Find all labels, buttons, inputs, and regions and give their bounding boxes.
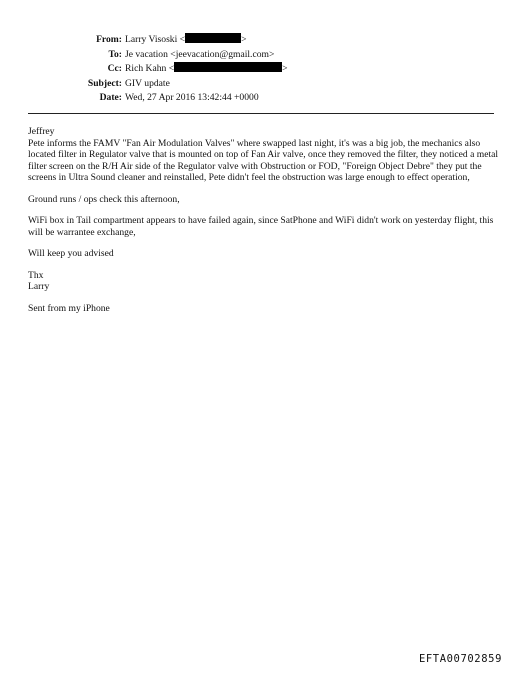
subject-value: GIV update bbox=[125, 77, 170, 89]
date-label: Date: bbox=[99, 92, 122, 103]
from-label: From: bbox=[96, 34, 122, 45]
date-row bbox=[0, 91, 512, 106]
cc-value bbox=[125, 62, 288, 77]
date-value: Wed, 27 Apr 2016 13:42:44 +0000 bbox=[125, 92, 259, 103]
signoff-thanks: Thx bbox=[28, 269, 44, 281]
body-paragraph-2: Ground runs / ops check this afternoon, bbox=[28, 193, 180, 205]
subject-row bbox=[0, 77, 512, 92]
redaction-bar bbox=[185, 33, 241, 43]
sent-from-line: Sent from my iPhone bbox=[28, 302, 110, 314]
to-row bbox=[0, 48, 512, 63]
email-header bbox=[0, 33, 512, 106]
cc-row bbox=[0, 62, 512, 77]
body-paragraph-4: Will keep you advised bbox=[28, 248, 114, 259]
email-body bbox=[28, 126, 500, 324]
subject-label: Subject: bbox=[87, 77, 122, 89]
from-row bbox=[0, 33, 512, 48]
document-id-stamp: EFTA00702859 bbox=[418, 653, 502, 665]
from-suffix: > bbox=[241, 34, 247, 45]
greeting: Jeffrey bbox=[28, 126, 55, 137]
cc-name: Rich Kahn < bbox=[125, 63, 175, 74]
from-name: Larry Visoski < bbox=[125, 34, 186, 45]
to-label: To: bbox=[108, 48, 122, 60]
body-paragraph-3: WiFi box in Tail compartment appears to have failed again, since SatPhone and WiFi didn't work on yesterday flight, this will be warrantee exchange, bbox=[28, 215, 494, 238]
to-value: Je vacation <jeevacation@gmail.com> bbox=[125, 48, 275, 60]
cc-label: Cc: bbox=[107, 63, 122, 74]
redaction-bar bbox=[174, 62, 282, 72]
header-divider bbox=[28, 113, 494, 114]
from-value bbox=[125, 33, 247, 48]
cc-suffix: > bbox=[282, 63, 288, 74]
body-paragraph-1: Pete informs the FAMV "Fan Air Modulation Valves" where swapped last night, it's was a big job, the mechanics also located filter in Regulator valve that is mounted on top of Fan Air valve, once they removed the filter, they noticed a metal filter screen on the R/H Air side of the Regulator valve with Obstruction or FOD, "Foreign Object Debre" they put the screens in Ultra Sound cleaner and reinstalled, Pete didn't feel the obstruction was large enough to effect operation, bbox=[28, 137, 499, 183]
signoff-name: Larry bbox=[28, 281, 50, 292]
